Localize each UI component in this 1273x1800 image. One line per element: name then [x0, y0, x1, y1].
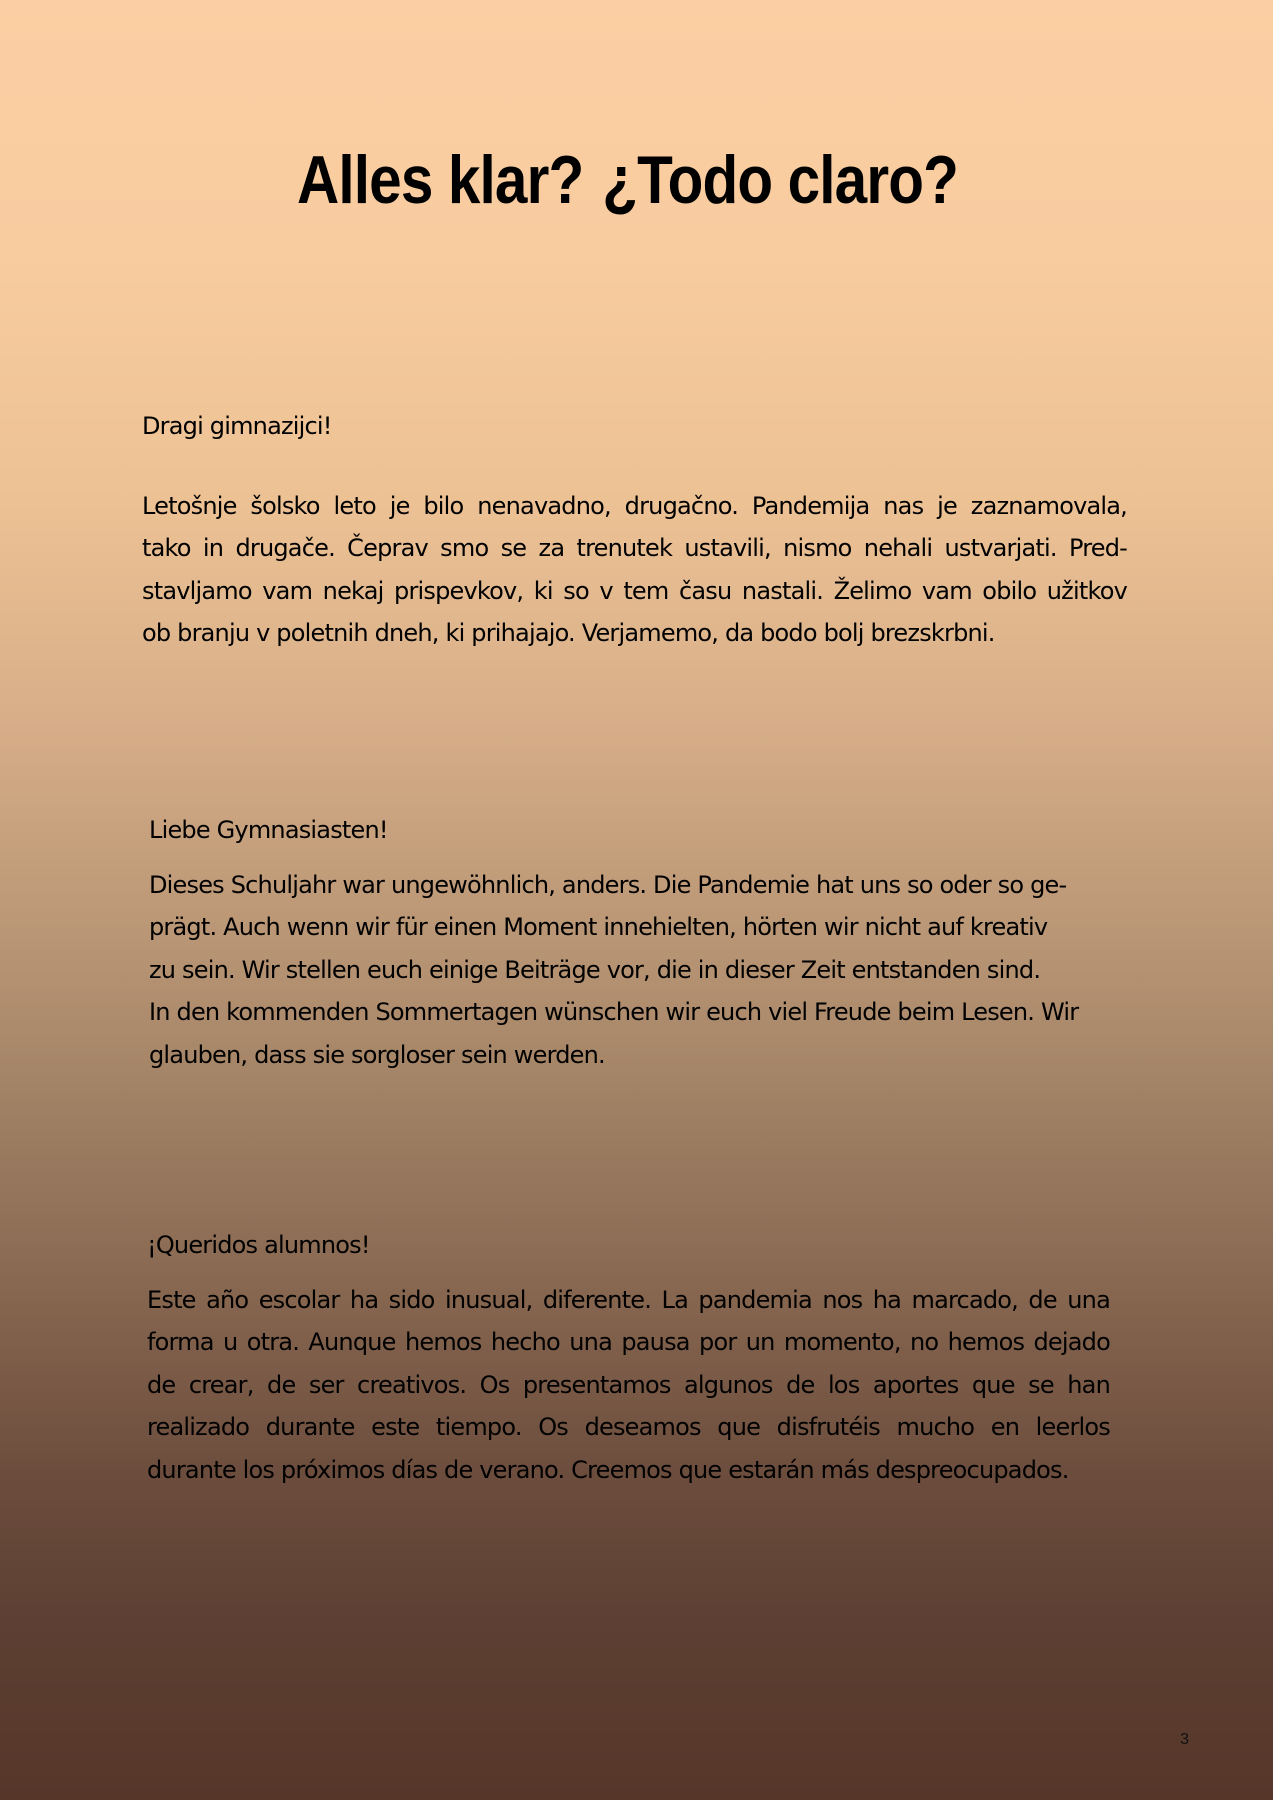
german-line: glauben, dass sie sorgloser sein werden. — [149, 1040, 605, 1069]
spanish-line: de crear, de ser creativos. Os presentamos algunos de los aportes que se han — [147, 1370, 1110, 1399]
page-title — [88, 140, 1167, 220]
page-number: 3 — [1180, 1731, 1189, 1748]
german-section — [149, 809, 1114, 1076]
spanish-line: Este año escolar ha sido inusual, diferente. La pandemia nos ha marcado, de una — [147, 1285, 1110, 1314]
german-line: zu sein. Wir stellen euch einige Beiträge vor, die in dieser Zeit entstanden sind. — [149, 955, 1041, 984]
title-spanish: ¿Todo claro? — [602, 142, 958, 218]
title-german: Alles klar? — [297, 142, 584, 218]
spanish-line: forma u otra. Aunque hemos hecho una pausa por un momento, no hemos dejado — [147, 1328, 1110, 1356]
german-line: In den kommenden Sommertagen wünschen wir euch viel Freude beim Lesen. Wir — [149, 998, 1079, 1026]
slovene-line: tako in drugače. Čeprav smo se za trenutek ustavili, nismo nehali ustvarjati. Pred- — [142, 534, 1127, 562]
spanish-line: durante los próximos días de verano. Creemos que estarán más despreocupados. — [147, 1455, 1069, 1484]
spanish-paragraph — [147, 1279, 1110, 1492]
slovene-greeting: Dragi gimnazijci! — [142, 412, 332, 440]
spanish-greeting: ¡Queridos alumnos! — [147, 1231, 370, 1259]
german-paragraph — [149, 864, 1114, 1077]
slovene-paragraph — [142, 485, 1127, 655]
german-line: prägt. Auch wenn wir für einen Moment innehielten, hörten wir nicht auf kreativ — [149, 913, 1048, 941]
german-greeting: Liebe Gymnasiasten! — [149, 816, 388, 844]
spanish-section — [147, 1224, 1110, 1491]
slovene-section — [142, 405, 1127, 655]
spanish-line: realizado durante este tiempo. Os deseamos que disfrutéis mucho en leerlos — [147, 1413, 1110, 1441]
slovene-line: stavljamo vam nekaj prispevkov, ki so v tem času nastali. Želimo vam obilo užitkov — [142, 576, 1127, 605]
slovene-line: ob branju v poletnih dneh, ki prihajajo. Verjamemo, da bodo bolj brezskrbni. — [142, 619, 995, 647]
slovene-line: Letošnje šolsko leto je bilo nenavadno, drugačno. Pandemija nas je zaznamovala, — [142, 491, 1127, 520]
german-line: Dieses Schuljahr war ungewöhnlich, anders. Die Pandemie hat uns so oder so ge- — [149, 870, 1067, 899]
